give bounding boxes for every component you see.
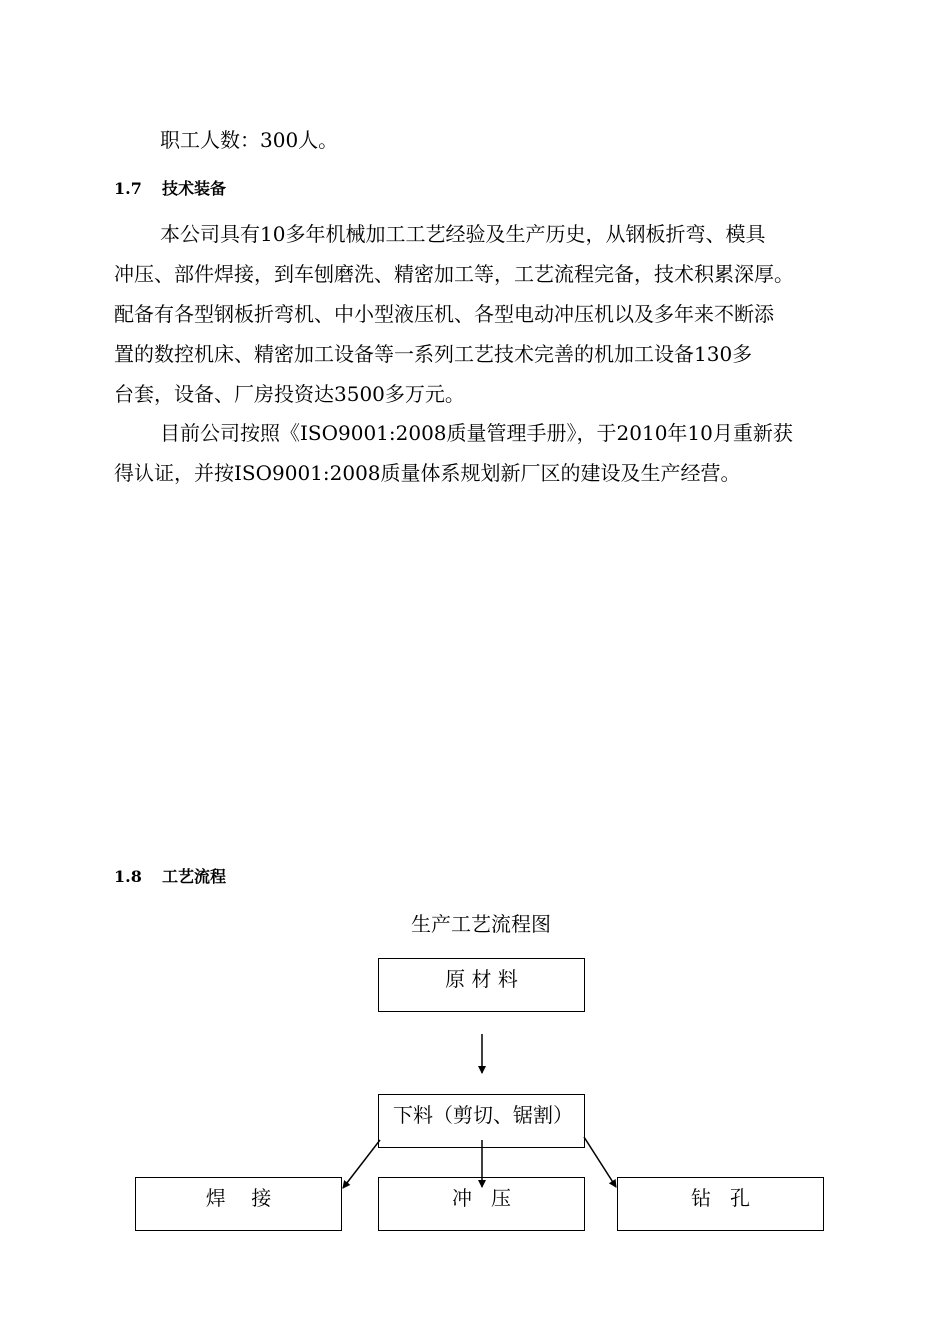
section-number: 1.7: [114, 179, 142, 198]
box-label: 冲 压: [451, 1186, 512, 1210]
paragraph-line: 配备有各型钢板折弯机、中小型液压机、各型电动冲压机以及多年来不断添: [114, 302, 774, 326]
paragraph-line: 台套，设备、厂房投资达3500多万元。: [114, 382, 465, 406]
section-title: 技术装备: [162, 179, 227, 198]
box-label: 钻 孔: [690, 1186, 751, 1210]
paragraph-line: 本公司具有10多年机械加工工艺经验及生产历史，从钢板折弯、模具: [160, 222, 766, 246]
box-label: 下料（剪切、锯割）: [393, 1103, 573, 1127]
box-label: 焊 接: [205, 1186, 272, 1210]
diagram-title: 生产工艺流程图: [411, 912, 551, 936]
arrow-cutting-to-welding: [343, 1140, 380, 1188]
section-title: 工艺流程: [162, 867, 227, 886]
staff-count-line: 职工人数：300人。: [160, 128, 339, 152]
arrow-cutting-to-drilling: [584, 1137, 616, 1187]
section-number: 1.8: [114, 867, 142, 886]
paragraph-line: 冲压、部件焊接，到车刨磨洗、精密加工等，工艺流程完备，技术积累深厚。: [114, 262, 794, 286]
paragraph-line: 目前公司按照《ISO9001:2008质量管理手册》，于2010年10月重新获: [160, 421, 793, 445]
paragraph-line: 得认证，并按ISO9001:2008质量体系规划新厂区的建设及生产经营。: [114, 461, 741, 485]
paragraph-line: 置的数控机床、精密加工设备等一系列工艺技术完善的机加工设备130多: [114, 342, 753, 366]
box-label: 原 材 料: [445, 967, 518, 991]
